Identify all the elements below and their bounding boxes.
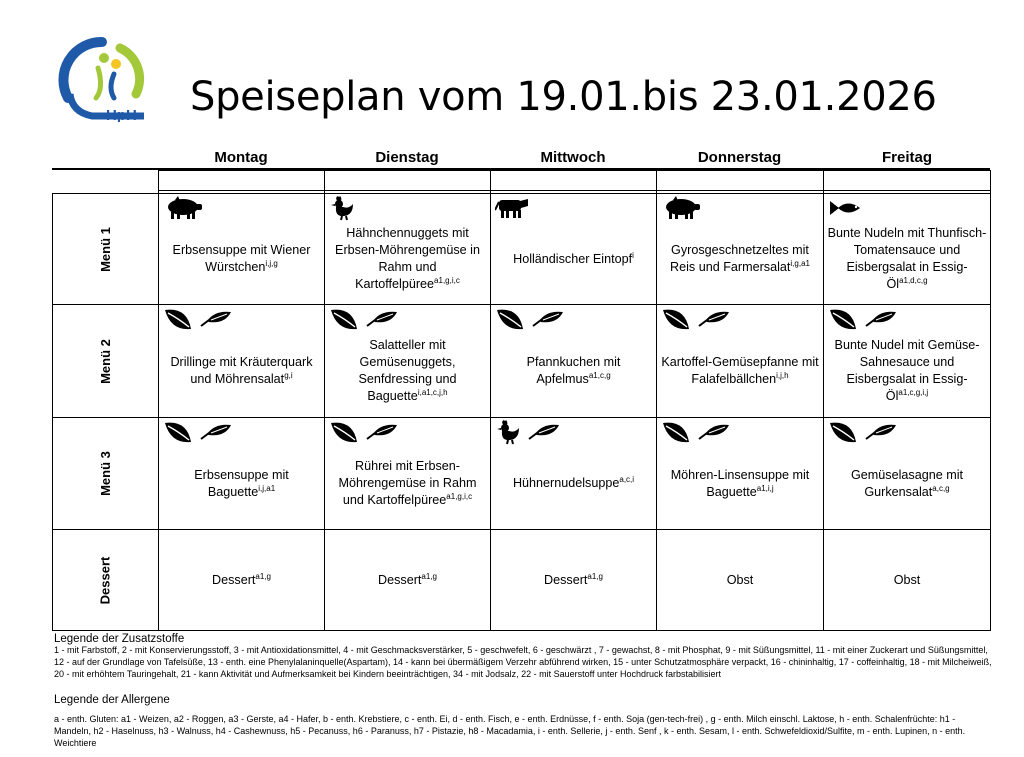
allergens-legend-title: Legende der Allergene [54, 694, 170, 706]
menu-cell [159, 194, 324, 304]
dish-name: Holländischer Eintopf [513, 251, 633, 266]
menu-cell [159, 305, 324, 417]
menu-cell [325, 418, 490, 529]
menu-cell [657, 418, 823, 529]
day-header-dienstag: Dienstag [375, 149, 439, 166]
allergens-legend-text: a - enth. Gluten: a1 - Weizen, a2 - Roggen, a3 - Gerste, a4 - Hafer, b - enth. Krebstiere, c - enth. Ei, d - enth. Fisch, e - enth. Erdnüsse, f - enth. Soja (gen-tech-frei) , g - enth. Milch einschl. Laktose, h - enth. Schalenfrüchte: h1 - Mandeln, h2 - Haselnuss, h3 - Walnuss, h4 - Cashewnuss, h5 - Pecanuss, h6 - Paranuss, h7 - Pistazie, h8 - Macadamia, i - enth. Sellerie, j - enth. Senf , k - enth. Sesam, l - enth. Schwefeldioxid/Sulfite, m - enth. Lupinen, n - enth. Weichtiere [54, 714, 966, 748]
allergen-codes: i [632, 250, 634, 260]
dish-name: Hühnernudelsuppe [512, 476, 620, 490]
page-title: Speiseplan vom 19.01.bis 23.01.2026 [190, 74, 937, 120]
day-header-mittwoch: Mittwoch [540, 149, 606, 166]
row-label-menu-1: Menü 1 [97, 226, 113, 272]
day-header-donnerstag: Donnerstag [697, 149, 782, 166]
allergen-codes: g,i [284, 371, 293, 380]
dish-name: Obst [726, 572, 754, 587]
menu-cell [325, 530, 490, 630]
allergen-codes: a1,c,g [588, 371, 611, 380]
menu-cell [657, 530, 823, 630]
dish-name: Gemüselasagne mit Gurkensalat [851, 467, 963, 499]
row-label-menu-3: Menü 3 [97, 451, 113, 496]
menu-cell [824, 305, 990, 417]
dish-name: Dessert [544, 572, 588, 587]
allergen-codes: i,g,a1 [790, 259, 810, 268]
dish-name: Erbsensuppe mit Baguette [194, 467, 289, 499]
logo-text: HpH [106, 107, 137, 122]
menu-cell [491, 530, 656, 630]
allergen-codes: a1,g,i,c [434, 276, 460, 285]
dish-name: Bunte Nudel mit Gemüse-Sahnesauce und Eisbergsalat in Essig-Öl [834, 338, 980, 403]
menu-cell [491, 305, 656, 417]
allergen-codes: a1,g [587, 571, 603, 581]
allergen-codes: a,c,g [932, 483, 950, 493]
menu-cell [159, 418, 324, 529]
dish-name: Möhren-Linsensuppe mit Baguette [670, 467, 810, 499]
menu-cell [657, 305, 823, 417]
dish-name: Dessert [378, 572, 422, 587]
menu-cell [824, 194, 990, 304]
menu-cell [325, 194, 490, 304]
menu-cell [657, 194, 823, 304]
dish-name: Pfannkuchen mit Apfelmus [526, 355, 621, 386]
menu-cell [824, 418, 990, 529]
allergen-codes: i,a1,c,j,h [417, 388, 448, 397]
allergen-codes: i,j,h [776, 371, 789, 380]
dish-name: Drillinge mit Kräuterquark und Möhrensalat [170, 355, 313, 386]
allergen-codes: a,c,i [619, 475, 635, 484]
allergen-codes: i,j,a1 [258, 483, 276, 493]
dish-name: Bunte Nudeln mit Thunfisch-Tomatensauce und Eisbergsalat in Essig-Öl [827, 226, 987, 291]
menu-cell [491, 418, 656, 529]
dish-name: Erbsensuppe mit Wiener Würstchen [172, 243, 311, 274]
allergen-codes: a1,c,g,i,j [898, 388, 929, 397]
day-header-montag: Montag [214, 149, 268, 166]
row-label-dessert: Dessert [97, 556, 113, 604]
allergen-codes: a1,d,c,g [899, 276, 928, 285]
hph-logo [58, 36, 146, 122]
additives-legend-title: Legende der Zusatzstoffe [54, 633, 185, 645]
dish-name: Salatteller mit Gemüsenuggets, Senfdressing und Baguette [358, 338, 457, 403]
allergen-codes: a1,i,j [756, 483, 774, 493]
dish-name: Gyrosgeschnetzeltes mit Reis und Farmersalat [670, 243, 809, 274]
allergen-codes: a1,g [421, 571, 437, 581]
allergen-codes: a1,g [255, 571, 271, 581]
menu-cell [824, 530, 990, 630]
dish-name: Hähnchennuggets mit Erbsen-Möhrengemüse in Rahm und Kartoffelpüree [335, 226, 480, 291]
menu-cell [325, 305, 490, 417]
allergen-codes: i,j,g [265, 259, 278, 268]
menu-cell [159, 530, 324, 630]
dish-name: Dessert [212, 572, 256, 587]
row-label-menu-2: Menü 2 [97, 338, 113, 384]
menu-cell [491, 194, 656, 304]
allergen-codes: a1,g,i,c [446, 492, 473, 501]
day-header-freitag: Freitag [881, 149, 932, 166]
additives-legend-text: 1 - mit Farbstoff, 2 - mit Konservierungsstoff, 3 - mit Antioxidationsmittel, 4 - mit Geschmacksverstärker, 5 - geschwefelt, 6 - geschwärzt , 7 - gewachst, 8 - mit Phosphat, 9 - mit Süßungsmittel, 11 - mit einer Zuckerart und Süßungsmittel, 12 - auf der Grundlage von Tafelsüße, 13 - enth. eine Phenylalaninquelle(Aspartam), 14 - kann bei übermäßigem Verzehr abführend wirken, 15 - unter Schutzatmosphäre verpackt, 16 - chininhaltig, 17 - coffeinhaltig, 18 - mit Milcheiweiß, 20 - mit erhöhtem Tauringehalt, 21 - kann Aktivität und Aufmerksamkeit bei Kindern beeinträchtigen, 34 - mit Jodsalz, 22 - mit Sauerstoff unter Hochdruck farbstabilisiert [54, 645, 992, 679]
header-rule [52, 168, 990, 170]
dish-name: Obst [893, 572, 921, 587]
dish-name: Rührei mit Erbsen-Möhrengemüse in Rahm und Kartoffelpüree [338, 459, 477, 507]
dish-name: Kartoffel-Gemüsepfanne mit Falafelbällchen [661, 355, 819, 386]
